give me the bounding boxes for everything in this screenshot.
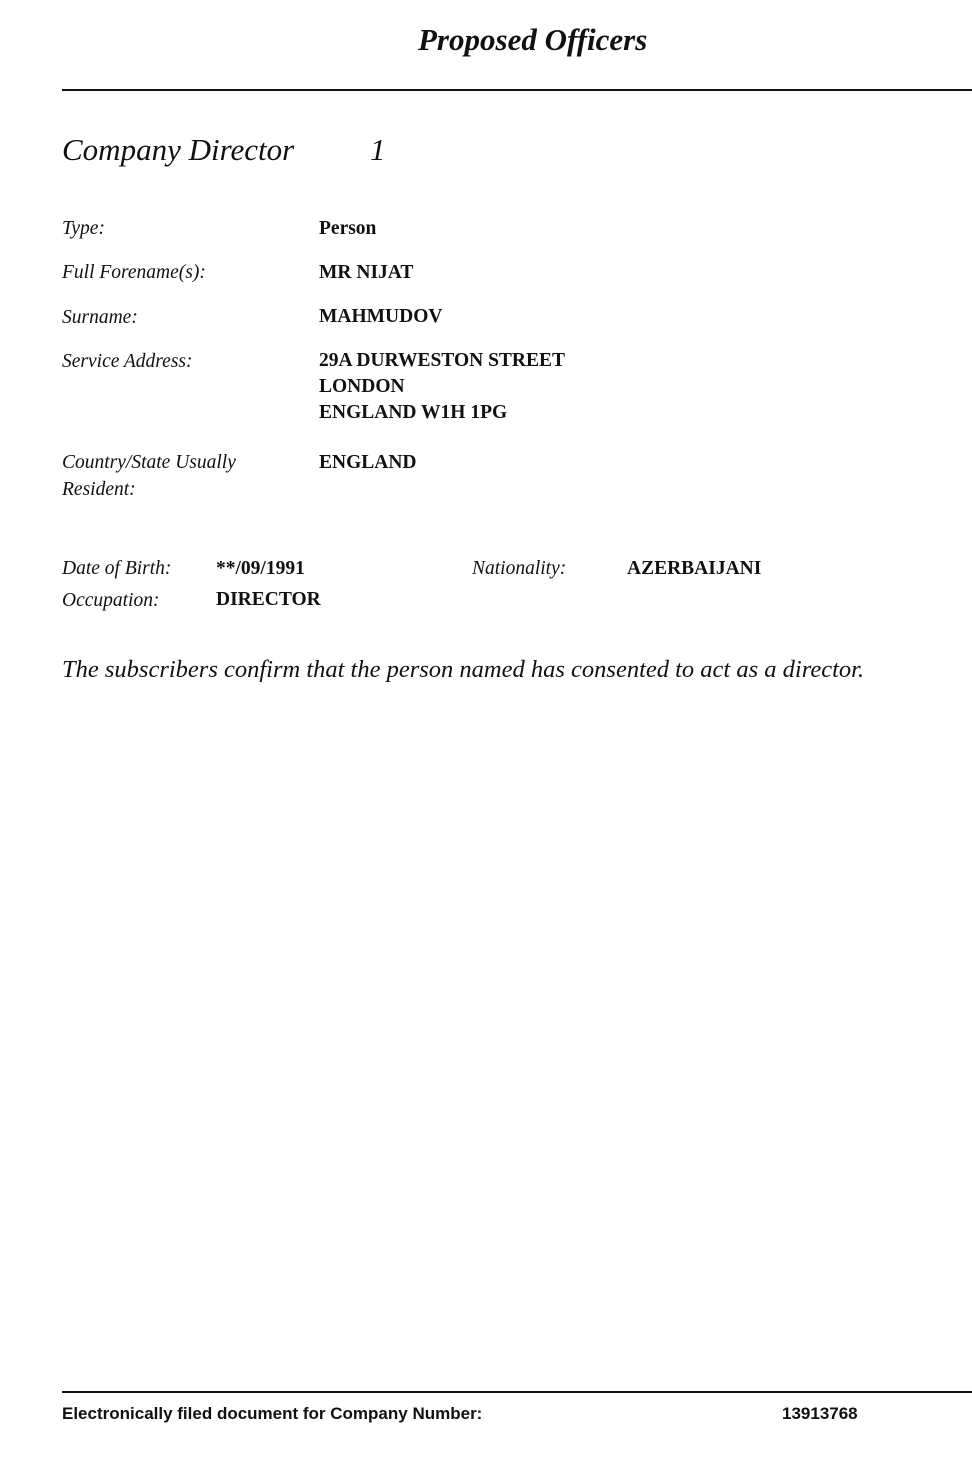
dob-label: Date of Birth: — [62, 558, 172, 579]
section-number: 1 — [370, 132, 386, 167]
occupation-label: Occupation: — [62, 590, 160, 611]
type-value: Person — [319, 218, 377, 239]
address-line-1: 29A DURWESTON STREET — [319, 350, 566, 371]
header-divider — [62, 89, 972, 91]
company-number: 13913768 — [782, 1404, 858, 1423]
country-value: ENGLAND — [319, 452, 417, 473]
forename-value: MR NIJAT — [319, 262, 414, 283]
forename-label: Full Forename(s): — [62, 262, 206, 283]
address-label: Service Address: — [62, 351, 193, 372]
address-line-3: ENGLAND W1H 1PG — [319, 402, 508, 423]
dob-value: **/09/1991 — [216, 558, 305, 579]
occupation-value: DIRECTOR — [216, 589, 321, 610]
country-label: Country/State Usually Resident: — [62, 452, 236, 500]
section-label: Company Director — [62, 132, 295, 167]
surname-value: MAHMUDOV — [319, 306, 443, 327]
consent-statement: The subscribers confirm that the person named has consented to act as a director. — [62, 656, 865, 683]
footer-label: Electronically filed document for Company Number: — [62, 1404, 483, 1423]
nationality-value: AZERBAIJANI — [627, 558, 762, 579]
address-line-2: LONDON — [319, 376, 405, 397]
footer-divider — [62, 1391, 972, 1393]
page-title: Proposed Officers — [418, 22, 648, 57]
type-label: Type: — [62, 218, 105, 239]
nationality-label: Nationality: — [472, 558, 567, 579]
surname-label: Surname: — [62, 307, 138, 328]
